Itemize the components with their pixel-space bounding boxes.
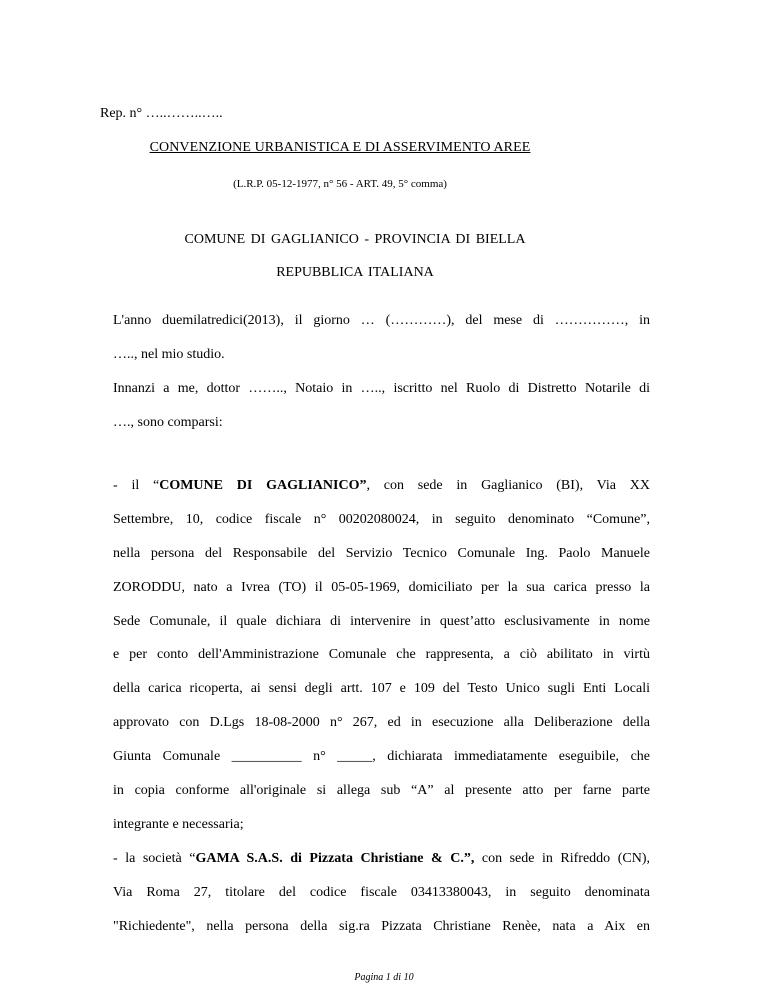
parties-section xyxy=(113,476,650,950)
party1-line: in copia conforme all'originale si allega sub “A” al presente atto per farne parte xyxy=(113,783,650,799)
intro-line: ….., nel mio studio. xyxy=(113,346,225,362)
party1-line xyxy=(113,476,650,510)
party1-line: Sede Comunale, il quale dichiara di intervenire in quest’atto esclusivamente in nome xyxy=(113,613,650,629)
comune-heading: COMUNE DI GAGLIANICO - PROVINCIA DI BIELLA xyxy=(184,232,526,247)
party2-line: Via Roma 27, titolare del codice fiscale 03413380043, in seguito denominata xyxy=(113,884,650,900)
page-footer: Pagina 1 di 10 xyxy=(354,972,414,983)
party2-line: "Richiedente", nella persona della sig.ra Pizzata Christiane Renèe, nata a Aix en xyxy=(113,918,650,934)
party1-suffix: , con sede in Gaglianico (BI), Via XX xyxy=(366,478,650,493)
party1-line: nella persona del Responsabile del Servizio Tecnico Comunale Ing. Paolo Manuele xyxy=(113,545,650,561)
party1-name: COMUNE DI GAGLIANICO” xyxy=(159,478,367,493)
party1-line: integrante e necessaria; xyxy=(113,816,244,832)
party1-prefix: - il “ xyxy=(113,478,160,493)
party2-line xyxy=(113,849,650,883)
party1-line: ZORODDU, nato a Ivrea (TO) il 05-05-1969, domiciliato per la sua carica presso la xyxy=(113,579,650,595)
document-subtitle: (L.R.P. 05-12-1977, n° 56 - ART. 49, 5° comma) xyxy=(233,178,447,190)
party2-name: GAMA S.A.S. di Pizzata Christiane & C.”, xyxy=(195,850,475,866)
repertorio-number: Rep. n° …..……..….. xyxy=(100,106,223,121)
document-title: CONVENZIONE URBANISTICA E DI ASSERVIMENTO AREE xyxy=(149,140,531,155)
intro-line: Innanzi a me, dottor …….., Notaio in ….., iscritto nel Ruolo di Distretto Notarile di xyxy=(113,380,650,396)
party1-line: Settembre, 10, codice fiscale n° 00202080024, in seguito denominato “Comune”, xyxy=(113,511,650,527)
repubblica-heading: REPUBBLICA ITALIANA xyxy=(276,265,434,280)
party1-line: approvato con D.Lgs 18-08-2000 n° 267, ed in esecuzione alla Deliberazione della xyxy=(113,715,650,731)
party2-prefix: - la società “ xyxy=(113,850,196,866)
intro-line: L'anno duemilatredici(2013), il giorno … (…………), del mese di ……………, in xyxy=(113,313,650,328)
party2-suffix: con sede in Rifreddo (CN), xyxy=(474,850,650,866)
intro-line: …., sono comparsi: xyxy=(113,414,223,430)
intro-paragraph xyxy=(113,311,650,447)
party1-line: Giunta Comunale __________ n° _____, dichiarata immediatamente eseguibile, che xyxy=(113,749,650,765)
party1-line: della carica ricoperta, ai sensi degli artt. 107 e 109 del Testo Unico sugli Enti Locali xyxy=(113,681,650,697)
party1-line: e per conto dell'Amministrazione Comunale che rappresenta, a ciò abilitato in virtù xyxy=(113,647,650,663)
